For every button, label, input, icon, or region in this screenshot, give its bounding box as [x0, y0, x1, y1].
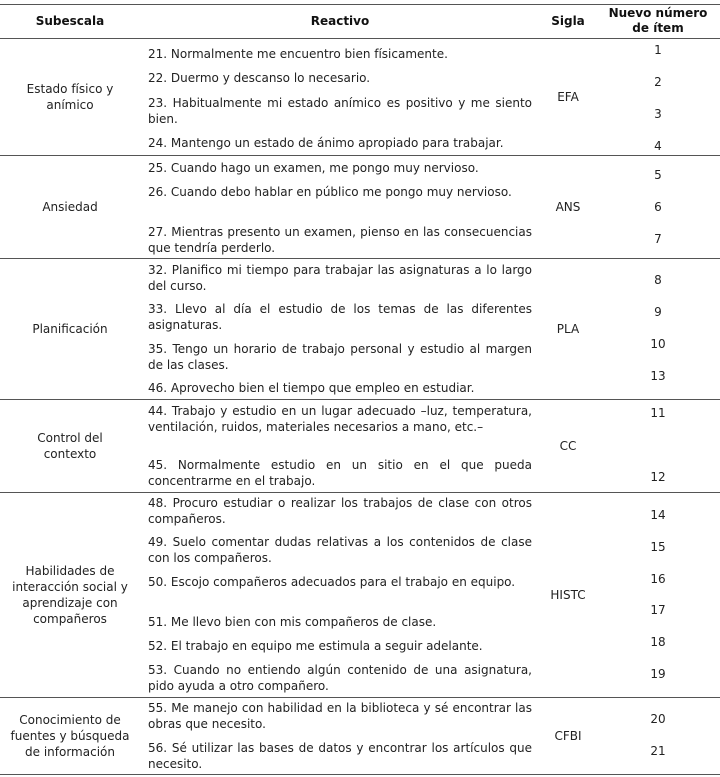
group-sigla: CC: [559, 439, 577, 453]
item-number: 9: [654, 305, 662, 319]
item-number: 3: [654, 107, 662, 121]
item-number: 14: [650, 508, 666, 522]
group-item: 49. Suelo comentar dudas relativas a los contenidos de clase con los compañeros.: [148, 535, 532, 565]
group-sigla: ANS: [555, 200, 581, 214]
group-sigla: EFA: [557, 90, 579, 104]
item-number: 12: [650, 470, 666, 484]
group-item: 21. Normalmente me encuentro bien físicamente.: [148, 47, 448, 61]
group-item: 32. Planifico mi tiempo para trabajar las asignaturas a lo largo del curso.: [148, 263, 532, 293]
group-item: 22. Duermo y descanso lo necesario.: [148, 71, 371, 85]
item-number: 13: [650, 369, 666, 383]
group-subescala: Habilidades de interacción social y aprendizaje con compañeros: [12, 564, 128, 626]
item-number: 17: [650, 603, 666, 617]
group-item: 50. Escojo compañeros adecuados para el trabajo en equipo.: [148, 575, 516, 589]
group-item: 33. Llevo al día el estudio de los temas de las diferentes asignaturas.: [148, 302, 532, 332]
group-item: 51. Me llevo bien con mis compañeros de clase.: [148, 615, 437, 629]
item-number: 19: [650, 667, 666, 681]
group-item: 56. Sé utilizar las bases de datos y encontrar los artículos que necesito.: [148, 741, 532, 771]
group-sigla: HISTC: [550, 588, 586, 602]
table-bottom-rule: [0, 774, 720, 775]
group-subescala: Conocimiento de fuentes y búsqueda de información: [10, 713, 130, 759]
group-subescala: Estado físico y anímico: [26, 82, 114, 112]
item-number: 10: [650, 337, 666, 351]
item-number: 21: [650, 744, 666, 758]
item-number: 4: [654, 139, 662, 153]
group-item: 35. Tengo un horario de trabajo personal y estudio al margen de las clases.: [148, 342, 532, 372]
item-number: 8: [654, 273, 662, 287]
header-reactivo: Reactivo: [310, 14, 370, 28]
header-sigla: Sigla: [551, 14, 585, 28]
group-sigla: PLA: [556, 322, 580, 336]
item-number: 20: [650, 712, 666, 726]
item-number: 6: [654, 200, 662, 214]
group-item: 55. Me manejo con habilidad en la biblioteca y sé encontrar las obras que necesito.: [148, 701, 532, 731]
group-item: 46. Aprovecho bien el tiempo que empleo en estudiar.: [148, 381, 475, 395]
item-number: 7: [654, 232, 662, 246]
group-item: 48. Procuro estudiar o realizar los trabajos de clase con otros compañeros.: [148, 496, 532, 526]
header-nuevo-numero: Nuevo número de ítem: [608, 6, 708, 35]
group-item: 44. Trabajo y estudio en un lugar adecuado –luz, temperatura, ventilación, ruidos, materiales necesarios a mano, etc.–: [148, 404, 532, 434]
item-number: 18: [650, 635, 666, 649]
item-number: 5: [654, 168, 662, 182]
group-sigla: CFBI: [554, 729, 582, 743]
item-number: 16: [650, 572, 666, 586]
item-number: 1: [654, 43, 662, 57]
item-number: 15: [650, 540, 666, 554]
group-item: 27. Mientras presento un examen, pienso en las consecuencias que tendría perderlo.: [148, 225, 532, 255]
header-subescala: Subescala: [35, 14, 105, 28]
table-top-rule: [0, 4, 720, 5]
item-number: 11: [650, 406, 666, 420]
item-number: 2: [654, 75, 662, 89]
group-item: 53. Cuando no entiendo algún contenido de una asignatura, pido ayuda a otro compañero.: [148, 663, 532, 693]
group-subescala: Ansiedad: [42, 200, 98, 214]
group-subescala: Control del contexto: [37, 431, 103, 461]
group-item: 45. Normalmente estudio en un sitio en el que pueda concentrarme en el trabajo.: [148, 458, 532, 488]
group-item: 24. Mantengo un estado de ánimo apropiado para trabajar.: [148, 136, 504, 150]
group-subescala: Planificación: [32, 322, 108, 336]
group-item: 26. Cuando debo hablar en público me pongo muy nervioso.: [148, 185, 512, 199]
group-item: 25. Cuando hago un examen, me pongo muy nervioso.: [148, 161, 479, 175]
group-item: 23. Habitualmente mi estado anímico es positivo y me siento bien.: [148, 96, 532, 126]
group-item: 52. El trabajo en equipo me estimula a seguir adelante.: [148, 639, 483, 653]
